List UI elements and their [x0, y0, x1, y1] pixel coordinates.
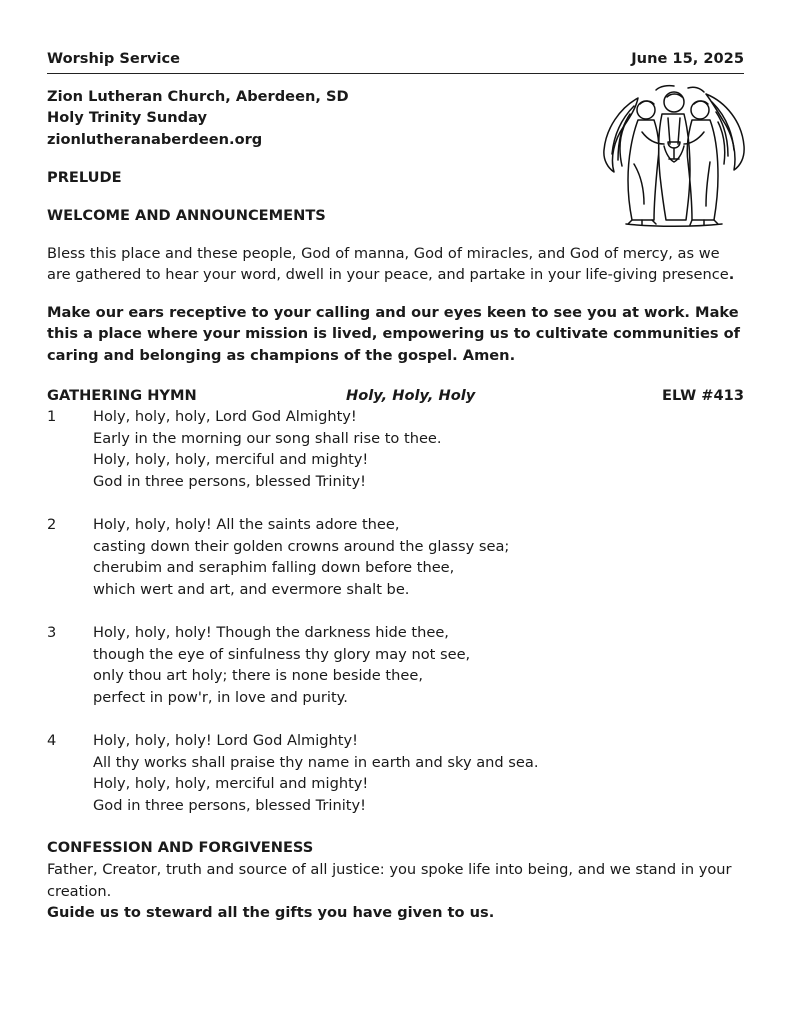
congregation-response: Make our ears receptive to your calling and our eyes keen to see you at work. Make this a place where your mission is lived, empowering us to cultivate communities of caring and belonging as champions of the gospel. Amen.: [47, 303, 741, 364]
header-date: June 15, 2025: [631, 50, 744, 67]
header-title: Worship Service: [47, 50, 181, 67]
verse-line: perfect in pow'r, in love and purity.: [93, 688, 348, 706]
hymn-label: GATHERING HYMN: [47, 386, 197, 404]
hymn-verse: [47, 514, 744, 600]
verse-line: God in three persons, blessed Trinity!: [93, 472, 366, 490]
hymn-title: Holy, Holy, Holy: [346, 386, 476, 404]
welcome-prayer-period: .: [728, 266, 735, 284]
welcome-prayer: [47, 243, 744, 286]
hymn-verse: [47, 622, 744, 708]
confession-response: Guide us to steward all the gifts you have given to us.: [47, 904, 495, 922]
verse-line: cherubim and seraphim falling down before thee,: [93, 559, 455, 577]
welcome-prayer-text: Bless this place and these people, God of manna, God of miracles, and God of mercy, as we are gathered to hear your word, dwell in your peace, and partake in your life-giving presence: [47, 244, 729, 284]
verse-line: Holy, holy, holy, merciful and mighty!: [93, 451, 369, 469]
hymn-header: [47, 385, 744, 407]
verse-line: Holy, holy, holy, Lord God Almighty!: [93, 408, 357, 426]
hymn-verse: [47, 730, 744, 816]
welcome-heading: WELCOME AND ANNOUNCEMENTS: [47, 206, 326, 224]
verse-line: which wert and art, and evermore shalt be.: [93, 580, 410, 598]
confession-text: Father, Creator, truth and source of all justice: you spoke life into being, and we stand in your creation.: [47, 861, 732, 900]
verse-lines: [93, 406, 744, 492]
three-angels-trinity-icon: [598, 84, 748, 229]
verse-number: 3: [47, 624, 57, 642]
church-name: Zion Lutheran Church, Aberdeen, SD: [47, 87, 349, 105]
verse-number: 4: [47, 732, 57, 750]
liturgical-day: Holy Trinity Sunday: [47, 109, 207, 127]
verse-lines: [93, 730, 744, 816]
prelude-heading: PRELUDE: [47, 169, 122, 187]
verse-line: casting down their golden crowns around the glassy sea;: [93, 537, 510, 555]
hymn-number: ELW #413: [661, 386, 744, 404]
verse-line: Early in the morning our song shall rise to thee.: [93, 429, 442, 447]
verse-number: 2: [47, 516, 57, 534]
confession-heading: CONFESSION AND FORGIVENESS: [47, 839, 314, 857]
church-website[interactable]: zionlutheranaberdeen.org: [47, 130, 263, 148]
page-header: [47, 48, 744, 74]
verse-number: 1: [47, 408, 57, 426]
verse-line: Holy, holy, holy! Lord God Almighty!: [93, 732, 358, 750]
verse-line: only thou art holy; there is none beside thee,: [93, 667, 423, 685]
hymn-verses: [47, 406, 744, 816]
verse-lines: [93, 514, 744, 600]
verse-line: Holy, holy, holy! Though the darkness hide thee,: [93, 624, 449, 642]
verse-lines: [93, 622, 744, 708]
verse-line: All thy works shall praise thy name in earth and sky and sea.: [93, 753, 539, 771]
verse-line: though the eye of sinfulness thy glory may not see,: [93, 645, 471, 663]
verse-line: Holy, holy, holy! All the saints adore thee,: [93, 516, 400, 534]
verse-line: Holy, holy, holy, merciful and mighty!: [93, 775, 369, 793]
verse-line: God in three persons, blessed Trinity!: [93, 796, 366, 814]
hymn-verse: [47, 406, 744, 492]
